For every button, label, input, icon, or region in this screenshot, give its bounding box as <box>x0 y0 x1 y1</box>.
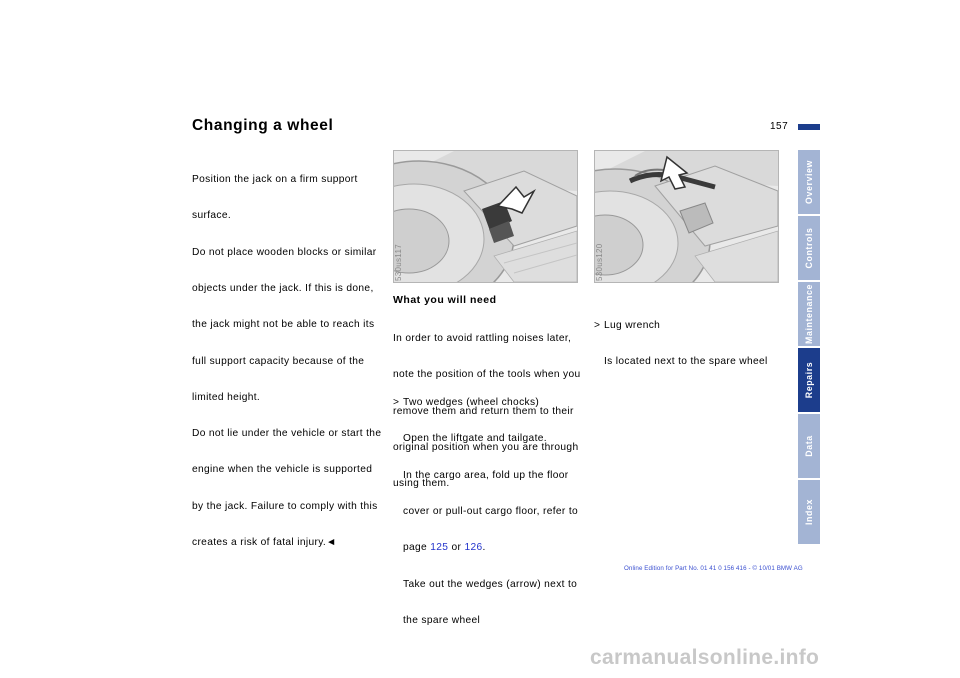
text-line: full support capacity because of the <box>192 355 365 367</box>
text-line: surface. <box>192 210 232 222</box>
text-line: using them. <box>393 478 450 490</box>
section-heading: What you will need <box>393 294 497 306</box>
tab-label: Repairs <box>804 361 814 399</box>
text-line: the jack might not be able to reach its <box>192 319 375 331</box>
tab-label: Overview <box>804 160 814 204</box>
tab-data[interactable] <box>798 414 820 478</box>
text-fragment: or <box>448 542 465 554</box>
safety-paragraph <box>192 150 381 561</box>
lug-wrench-bullet <box>594 296 768 381</box>
bullet-title: Lug wrench <box>604 320 661 332</box>
text-line: In order to avoid rattling noises later, <box>393 333 572 345</box>
text-fragment: page <box>403 542 431 554</box>
wedges-photo <box>393 150 578 283</box>
text-line: objects under the jack. If this is done, <box>192 283 374 295</box>
page-number: 157 <box>770 121 789 132</box>
text-line: original position when you are through <box>393 442 579 454</box>
tab-label: Controls <box>804 227 814 269</box>
text-line: Do not lie under the vehicle or start the <box>192 428 382 440</box>
tab-label: Maintenance <box>804 284 814 344</box>
text-line: Take out the wedges (arrow) next to <box>403 578 578 590</box>
text-fragment: . <box>482 542 486 554</box>
text-line: Open the liftgate and tailgate. <box>403 433 547 445</box>
text-line: engine when the vehicle is supported <box>192 464 373 476</box>
text-line: In the cargo area, fold up the floor <box>403 469 569 481</box>
text-line: creates a risk of fatal injury.◄ <box>192 537 337 548</box>
page-number-bar <box>798 124 820 130</box>
tab-overview[interactable] <box>798 150 820 214</box>
text-line: note the position of the tools when you <box>393 369 581 381</box>
tab-index[interactable] <box>798 480 820 544</box>
text-line: cover or pull-out cargo floor, refer to <box>403 506 579 518</box>
figure-code: 530us120 <box>595 243 604 281</box>
figure-code: 530us117 <box>394 244 403 281</box>
tab-controls[interactable] <box>798 216 820 280</box>
footer-edition-note: Online Edition for Part No. 01 41 0 156 416 - © 10/01 BMW AG <box>624 565 803 572</box>
text-line: Is located next to the spare wheel <box>604 356 768 368</box>
page-link-126[interactable]: 126 <box>464 542 483 554</box>
wedges-bullet <box>393 373 578 639</box>
text-line: Do not place wooden blocks or similar <box>192 246 377 258</box>
page-link-125[interactable]: 125 <box>430 542 449 554</box>
text-line: limited height. <box>192 391 261 403</box>
tab-maintenance[interactable] <box>798 282 820 346</box>
page-reference-line <box>393 542 578 554</box>
lug-wrench-illustration <box>595 151 778 282</box>
text-line: Position the jack on a firm support <box>192 174 358 186</box>
bullet-marker: > <box>594 320 601 332</box>
page-title: Changing a wheel <box>192 117 334 134</box>
text-line: the spare wheel <box>403 614 481 626</box>
tab-label: Index <box>804 499 814 525</box>
bullet-marker: > <box>393 397 400 409</box>
lug-wrench-photo <box>594 150 779 283</box>
tab-repairs[interactable] <box>798 348 820 412</box>
watermark: carmanualsonline.info <box>590 646 820 669</box>
text-line: by the jack. Failure to comply with this <box>192 500 378 512</box>
tab-label: Data <box>804 435 814 457</box>
text-line: remove them and return them to their <box>393 405 574 417</box>
bullet-title: Two wedges (wheel chocks) <box>403 397 540 409</box>
wedges-illustration <box>394 151 577 282</box>
